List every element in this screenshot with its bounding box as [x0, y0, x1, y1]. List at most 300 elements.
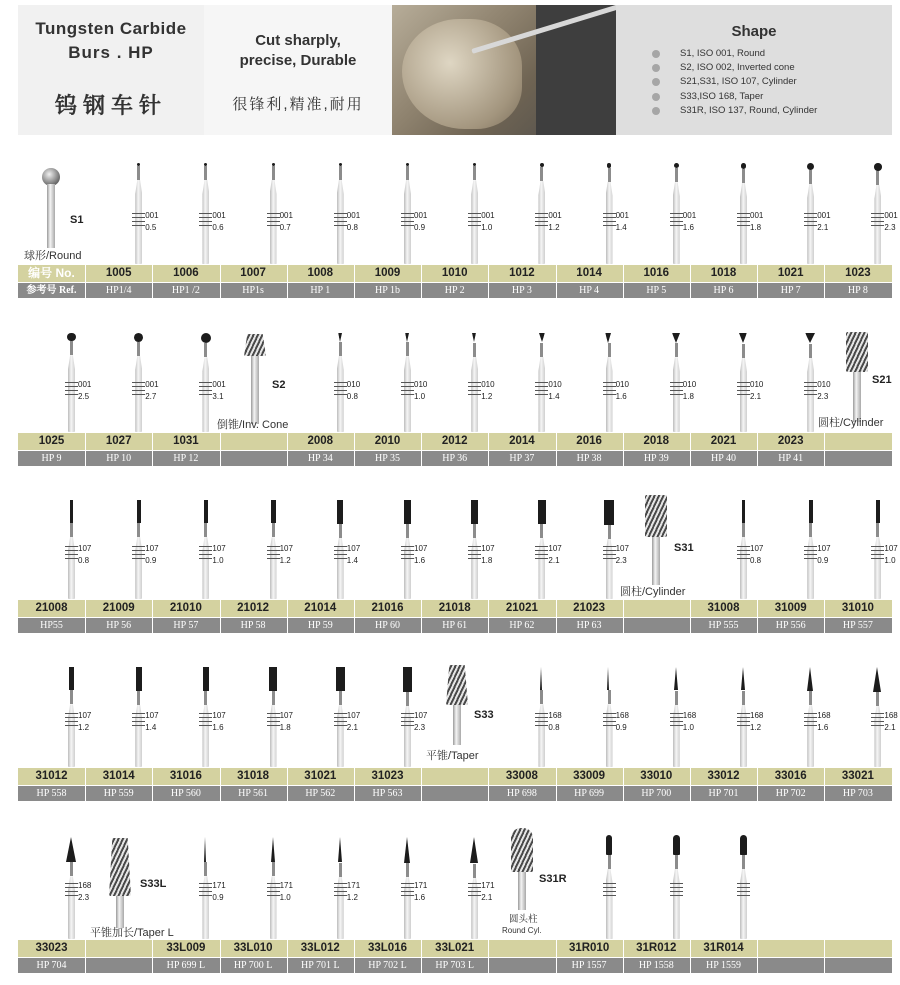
cylinder-head-icon: [471, 500, 478, 524]
shank-groove: [199, 390, 212, 391]
shank-groove: [670, 713, 683, 714]
shank-groove: [132, 554, 145, 555]
bur-spec: [817, 210, 830, 234]
cylinder-head-icon: [403, 667, 412, 692]
iso-code: 171: [346, 881, 361, 890]
iso-code: 107: [884, 544, 898, 553]
shape-tag-s31r: S31R: [539, 873, 567, 885]
iso-code: 010: [682, 380, 697, 389]
catalog-number: 1008: [307, 267, 334, 279]
catalog-number: 21014: [304, 602, 337, 614]
shank-groove: [670, 394, 683, 395]
head-size: 1.0: [481, 223, 493, 232]
shape-name-round-cyl-en: Round Cyl.: [502, 926, 542, 935]
bur-spec: [548, 210, 561, 234]
shank-groove: [199, 394, 212, 395]
shank-groove: [132, 394, 145, 395]
shank-groove: [401, 713, 414, 714]
head-size: 1.8: [279, 723, 291, 732]
bur-neck: [675, 691, 678, 705]
shank-groove: [603, 390, 616, 391]
reference-number: HP 698: [506, 788, 537, 799]
reference-number: HP 700: [641, 788, 672, 799]
shank-groove: [603, 546, 616, 547]
shank-groove: [401, 217, 414, 218]
shank-groove: [267, 550, 280, 551]
reference-number: HP 701 L: [301, 960, 340, 971]
shank-groove: [334, 394, 347, 395]
shank-groove: [65, 887, 78, 888]
shank-groove: [535, 394, 548, 395]
reference-number: HP 702: [775, 788, 806, 799]
catalog-number: 21016: [371, 602, 404, 614]
head-size: 1.6: [615, 392, 627, 401]
shank-groove: [603, 887, 616, 888]
reference-number: HP 60: [375, 620, 400, 631]
shank-groove: [603, 394, 616, 395]
reference-number: HP 1b: [375, 285, 400, 296]
taper-head-icon: [607, 667, 609, 690]
iso-code: 001: [78, 380, 92, 389]
catalog-number: 33L010: [233, 942, 273, 954]
tooth-photo: [392, 5, 616, 135]
head-size: 0.9: [817, 556, 829, 565]
catalog-number: 1009: [374, 267, 401, 279]
reference-number: HP 699: [574, 788, 605, 799]
round-head-icon: [807, 163, 814, 170]
shank-groove: [603, 554, 616, 555]
head-size: 0.6: [212, 223, 224, 232]
head-size: 1.0: [279, 893, 291, 902]
shank-groove: [267, 546, 280, 547]
iso-code: 171: [414, 881, 428, 890]
shank-groove: [267, 887, 280, 888]
head-size: 0.9: [414, 223, 426, 232]
shape-name-taper: 平锥/Taper: [426, 750, 479, 762]
shank-groove: [804, 713, 817, 714]
shank-groove: [468, 558, 481, 559]
head-size: 1.6: [414, 556, 426, 565]
shank-groove: [199, 225, 212, 226]
catalog-number: 31012: [35, 770, 68, 782]
bur-spec: [414, 880, 427, 904]
shank-groove: [871, 217, 884, 218]
catalog-number: 21012: [237, 602, 270, 614]
catalog-number: 1006: [173, 267, 199, 279]
shape-tag-s21: S21: [872, 374, 892, 386]
catalog-number: 31009: [774, 602, 807, 614]
shank-groove: [468, 213, 481, 214]
catalog-number: 31014: [102, 770, 135, 782]
shank-groove: [603, 895, 616, 896]
bur-spec: [347, 880, 360, 904]
bur-shank: [135, 180, 142, 264]
bur-spec: [616, 379, 629, 403]
reference-number: HP 701: [708, 788, 739, 799]
shank-groove: [737, 721, 750, 722]
shank-groove: [804, 550, 817, 551]
round-cylinder-head-icon: [673, 835, 680, 855]
iso-code: 107: [78, 711, 92, 720]
bur-neck: [272, 691, 275, 705]
shank-groove: [199, 891, 212, 892]
reference-number: HP 56: [106, 620, 132, 631]
bur-neck: [204, 523, 207, 537]
shank-groove: [535, 713, 548, 714]
shank-groove: [603, 217, 616, 218]
shank-groove: [737, 225, 750, 226]
bur-spec: [145, 210, 158, 234]
head-size: 0.9: [615, 723, 627, 732]
catalog-number: 33021: [841, 770, 874, 782]
shank-groove: [334, 390, 347, 391]
reference-number: HP 4: [579, 285, 600, 296]
reference-number: HP 1557: [571, 960, 607, 971]
taper-head-icon: [674, 667, 678, 690]
bur-neck: [608, 855, 611, 869]
shank-groove: [737, 390, 750, 391]
catalog-number: 33023: [35, 942, 68, 954]
catalog-number: 31018: [237, 770, 270, 782]
shank-groove: [401, 390, 414, 391]
bur-neck: [540, 524, 543, 538]
shank-groove: [804, 558, 817, 559]
shank-groove: [468, 546, 481, 547]
head-size: 1.4: [548, 392, 560, 401]
shank-groove: [267, 713, 280, 714]
reference-number: HP 1558: [638, 960, 674, 971]
cylinder-head-icon: [69, 667, 74, 690]
cylinder-head-icon: [876, 500, 880, 523]
bur-shank: [202, 705, 209, 767]
bullet-icon: [652, 78, 660, 86]
bur-spec: [884, 543, 897, 567]
shank-groove: [334, 721, 347, 722]
taper-head-icon: [807, 667, 813, 691]
catalog-number: 1016: [643, 267, 670, 279]
bur-neck: [406, 524, 409, 538]
bur-spec: [884, 210, 897, 234]
reference-number: HP 9: [41, 453, 62, 464]
shank-groove: [65, 717, 78, 718]
cylinder-head-icon: [742, 500, 745, 523]
bur-neck: [137, 342, 140, 356]
iso-code: 107: [346, 711, 361, 720]
reference-number: HP 10: [106, 453, 132, 464]
reference-label: 参考号 Ref.: [26, 285, 77, 296]
taper-head-icon: [271, 837, 275, 862]
head-size: 0.8: [78, 556, 90, 565]
bur-neck: [876, 171, 879, 185]
shank-groove: [334, 386, 347, 387]
catalog-number: 1031: [173, 435, 199, 447]
head-size: 1.4: [615, 223, 627, 232]
reference-number: HP 63: [576, 620, 602, 631]
round-cylinder-head-icon: [740, 835, 748, 855]
reference-number: HP 3: [511, 285, 532, 296]
shank-groove: [334, 225, 347, 226]
shank-groove: [603, 221, 616, 222]
iso-code: 168: [750, 711, 764, 720]
bur-shank: [740, 869, 747, 939]
iso-code: 010: [548, 380, 562, 389]
shank-groove: [401, 382, 414, 383]
shank-groove: [65, 883, 78, 884]
bur-shank: [606, 539, 613, 599]
shank-groove: [334, 883, 347, 884]
shank-groove: [468, 891, 481, 892]
shank-groove: [401, 225, 414, 226]
shank-groove: [65, 721, 78, 722]
round-head-icon: [874, 163, 882, 171]
shank-groove: [267, 721, 280, 722]
shank-groove: [132, 550, 145, 551]
bur-neck: [675, 855, 678, 869]
head-size: 2.1: [481, 893, 493, 902]
bur-neck: [272, 862, 275, 876]
shank-groove: [535, 213, 548, 214]
shank-groove: [535, 390, 548, 391]
iso-code: 168: [884, 711, 898, 720]
shank-groove: [535, 558, 548, 559]
catalog-number: 1027: [105, 435, 132, 447]
catalog-number: 21021: [505, 602, 538, 614]
iso-code: 168: [817, 711, 831, 720]
shank-groove: [267, 558, 280, 559]
reference-bar: [18, 618, 892, 633]
bur-spec: [548, 379, 561, 403]
catalog-number: 21023: [573, 602, 606, 614]
bur-spec: [78, 710, 91, 734]
shank-groove: [199, 554, 212, 555]
head-size: 1.4: [346, 556, 358, 565]
shank-groove: [804, 213, 817, 214]
shank-groove: [871, 721, 884, 722]
shank-groove: [401, 887, 414, 888]
cylinder-head-icon: [271, 500, 276, 523]
bur-neck: [809, 344, 812, 358]
head-size: 1.6: [212, 723, 224, 732]
iso-code: 107: [548, 544, 562, 553]
bur-shank: [673, 182, 680, 264]
shank-groove: [401, 550, 414, 551]
shape-tag-s33: S33: [474, 709, 494, 721]
head-size: 2.1: [548, 556, 560, 565]
head-size: 1.2: [346, 893, 358, 902]
head-size: 1.2: [78, 723, 90, 732]
taper-long-bur-illustration: [109, 838, 131, 928]
iso-code: 010: [817, 380, 831, 389]
shape-tag-s1: S1: [70, 214, 84, 226]
iso-code: 010: [750, 380, 764, 389]
shank-groove: [401, 546, 414, 547]
shank-groove: [65, 895, 78, 896]
shank-groove: [401, 394, 414, 395]
bur-neck: [339, 863, 342, 877]
shank-groove: [132, 225, 145, 226]
bur-spec: [683, 379, 696, 403]
bur-neck: [608, 690, 611, 704]
bur-spec: [616, 710, 629, 734]
reference-number: HP 702 L: [368, 960, 407, 971]
catalog-number: 31010: [841, 602, 874, 614]
shank-groove: [132, 713, 145, 714]
reference-number: HP 5: [646, 285, 667, 296]
bur-neck: [70, 862, 73, 876]
catalog-number: 2014: [509, 435, 535, 447]
shank-groove: [871, 717, 884, 718]
shank-groove: [267, 221, 280, 222]
head-size: 2.5: [78, 392, 90, 401]
shank-groove: [737, 550, 750, 551]
catalog-number: 31R010: [568, 942, 610, 954]
shank-groove: [401, 891, 414, 892]
shank-groove: [267, 883, 280, 884]
reference-number: HP 563: [372, 788, 403, 799]
cylinder-head-icon: [337, 500, 343, 524]
shank-groove: [670, 382, 683, 383]
shank-groove: [737, 558, 750, 559]
shank-groove: [603, 225, 616, 226]
iso-code: 001: [145, 211, 159, 220]
number-bar: [18, 600, 892, 617]
bur-spec: [414, 379, 427, 403]
head-size: 2.3: [615, 556, 627, 565]
cylinder-head-icon: [604, 500, 613, 525]
taper-head-icon: [66, 837, 76, 862]
shank-groove: [871, 554, 884, 555]
head-size: 1.6: [414, 893, 426, 902]
shank-groove: [199, 725, 212, 726]
shank-groove: [468, 390, 481, 391]
iso-code: 001: [212, 380, 226, 389]
shank-groove: [132, 390, 145, 391]
shank-groove: [737, 394, 750, 395]
shank-groove: [132, 721, 145, 722]
catalog-number: 21010: [169, 602, 202, 614]
number-bar: [18, 265, 892, 282]
head-size: 1.0: [414, 392, 426, 401]
iso-code: 107: [78, 544, 92, 553]
taper-head-icon: [741, 667, 745, 690]
shank-groove: [401, 725, 414, 726]
tagline: [204, 31, 392, 71]
bur-neck: [406, 863, 409, 877]
catalog-number: 33L021: [435, 942, 475, 954]
bur-shank: [807, 705, 814, 767]
inverted-cone-head-icon: [739, 333, 747, 343]
bur-neck: [339, 691, 342, 705]
shank-groove: [804, 717, 817, 718]
shank-groove: [199, 386, 212, 387]
shank-groove: [804, 721, 817, 722]
shank-groove: [670, 717, 683, 718]
shape-name-inv-cone: 倒锥/Inv. Cone: [217, 419, 289, 431]
shank-groove: [737, 883, 750, 884]
bur-spec: [481, 880, 494, 904]
bur-spec: [548, 710, 561, 734]
shank-groove: [737, 717, 750, 718]
catalog-number: 33L016: [367, 942, 407, 954]
bur-neck: [473, 166, 476, 180]
shank-groove: [670, 721, 683, 722]
reference-number: HP 559: [103, 788, 134, 799]
bur-shank: [740, 183, 747, 264]
shank-groove: [199, 546, 212, 547]
head-size: 0.8: [346, 392, 358, 401]
shank-groove: [737, 546, 750, 547]
shape-list-item: S21,S31, ISO 107, Cylinder: [680, 75, 817, 89]
catalog-number: 21018: [438, 602, 471, 614]
shank-groove: [737, 221, 750, 222]
round-head-icon: [67, 333, 75, 341]
catalog-number: 33L009: [166, 942, 206, 954]
shank-groove: [65, 382, 78, 383]
shank-groove: [65, 386, 78, 387]
bur-spec: [750, 710, 763, 734]
iso-code: 001: [615, 211, 629, 220]
shank-groove: [804, 221, 817, 222]
bur-neck: [204, 166, 207, 180]
bur-shank: [270, 180, 277, 264]
round-head-icon: [201, 333, 211, 343]
shape-name-cylinder: 圆柱/Cylinder: [818, 417, 884, 429]
shank-groove: [871, 221, 884, 222]
iso-code: 107: [615, 544, 629, 553]
inverted-cone-head-icon: [672, 333, 680, 343]
bur-spec: [683, 710, 696, 734]
title-line1: Tungsten Carbide: [35, 19, 187, 38]
inverted-cone-bur-illustration: [244, 334, 266, 424]
iso-code: 107: [346, 544, 361, 553]
shape-name-round: 球形/Round: [24, 250, 82, 262]
bur-neck: [742, 523, 745, 537]
bur-neck: [406, 166, 409, 180]
taper-head-icon: [204, 837, 206, 862]
bur-neck: [339, 166, 342, 180]
reference-number: HP 703 L: [435, 960, 474, 971]
shank-groove: [804, 386, 817, 387]
bullet-icon: [652, 64, 660, 72]
bur-neck: [876, 523, 879, 537]
shank-groove: [871, 558, 884, 559]
bur-neck: [809, 170, 812, 184]
bur-neck: [608, 525, 611, 539]
shank-groove: [199, 382, 212, 383]
iso-code: 010: [346, 380, 361, 389]
reference-number: HP 704: [36, 960, 67, 971]
shank-groove: [670, 883, 683, 884]
bur-shank: [337, 705, 344, 767]
shape-list-item: S2, ISO 002, Inverted cone: [680, 61, 817, 75]
number-label: 编号 No.: [28, 266, 75, 280]
iso-code: 010: [615, 380, 629, 389]
reference-number: HP 36: [442, 453, 468, 464]
shank-groove: [334, 558, 347, 559]
bur-neck: [137, 523, 140, 537]
shank-groove: [468, 225, 481, 226]
shank-groove: [737, 386, 750, 387]
shank-groove: [334, 895, 347, 896]
bur-spec: [817, 379, 830, 403]
cylinder-head-icon: [538, 500, 547, 524]
cylinder-bur-illustration: [645, 495, 667, 585]
reference-number: HP 555: [708, 620, 739, 631]
shank-groove: [132, 386, 145, 387]
reference-bar: [18, 283, 892, 298]
bur-neck: [540, 343, 543, 357]
shank-groove: [401, 554, 414, 555]
